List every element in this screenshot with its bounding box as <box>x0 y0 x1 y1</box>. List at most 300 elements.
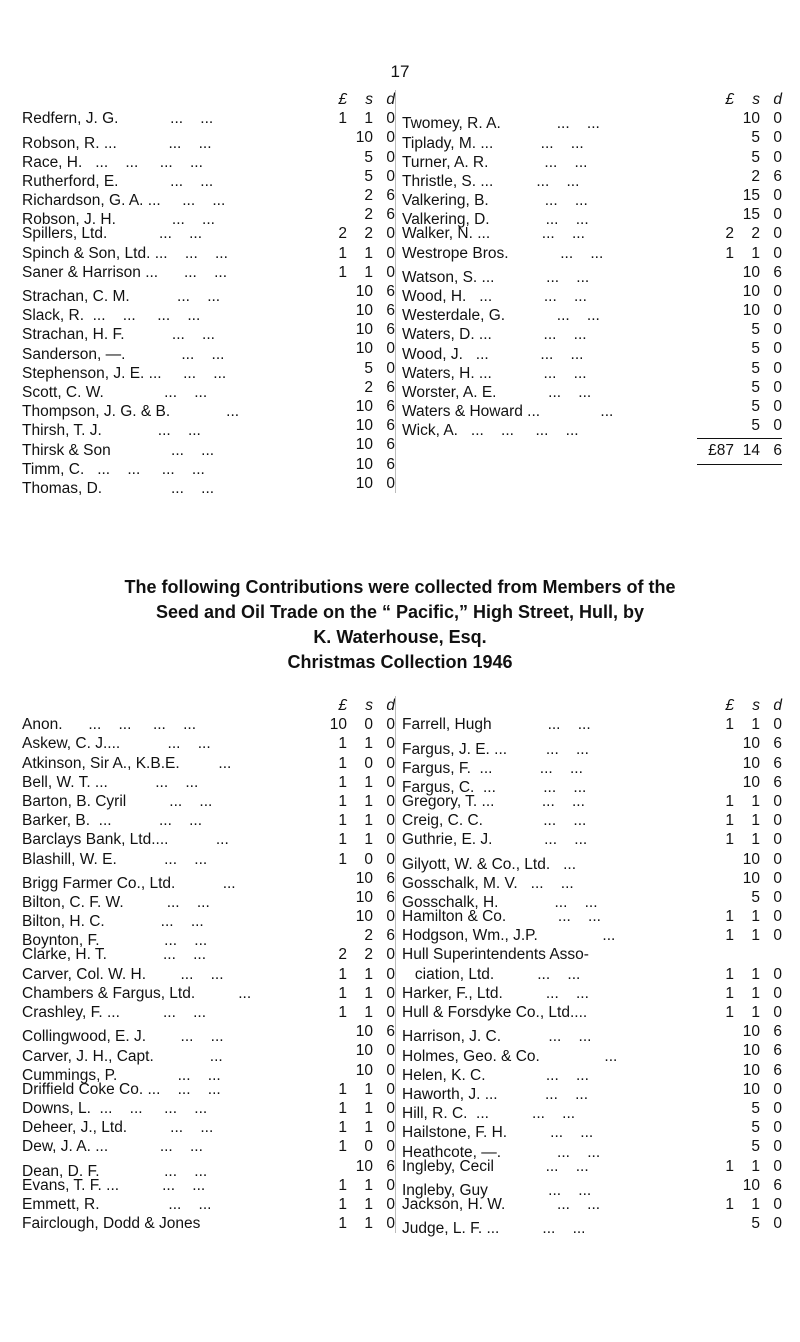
amount-pence: 0 <box>773 984 782 1002</box>
contributor-name: Turner, A. R. ... ... <box>402 153 588 171</box>
currency-header <box>402 696 782 715</box>
amount <box>319 1137 395 1156</box>
amount-pence: 0 <box>386 792 395 810</box>
section2-left-list <box>22 715 395 1233</box>
total-shillings: 14 <box>742 442 760 460</box>
contributor-name: Fargus, J. E. ... ... ... <box>402 740 589 758</box>
amount-pence: 0 <box>386 129 395 147</box>
amount-pence: 0 <box>773 378 782 396</box>
amount <box>706 773 782 792</box>
contribution-row <box>402 1022 782 1046</box>
amount-pounds <box>319 888 347 907</box>
contribution-row <box>22 811 395 830</box>
amount <box>319 301 395 320</box>
contributor-name: Fargus, F. ... ... ... <box>402 759 583 777</box>
amount-shillings: 10 <box>355 302 373 320</box>
amount <box>319 1176 395 1195</box>
contributor-name: Thomas, D. ... ... <box>22 479 215 497</box>
amount-pence: 0 <box>773 1004 782 1021</box>
amount <box>706 1080 782 1099</box>
amount-pounds <box>706 734 734 753</box>
amount-shillings: 1 <box>364 812 373 830</box>
contributor-name: Creig, C. C. ... ... <box>402 812 587 830</box>
total-rule-top <box>402 435 782 441</box>
contributor-name: Waters, D. ... ... ... <box>402 326 587 344</box>
amount-pounds <box>319 869 347 888</box>
amount-shillings: 1 <box>751 716 760 734</box>
amount-pounds <box>706 773 734 792</box>
amount <box>706 965 782 984</box>
amount-shillings: 10 <box>355 1061 373 1079</box>
amount-shillings: 10 <box>355 340 373 358</box>
amount-shillings: 10 <box>355 436 373 454</box>
amount-pence: 0 <box>386 1099 395 1117</box>
amount <box>706 128 782 147</box>
amount <box>319 109 395 128</box>
amount-pence: 0 <box>773 206 782 224</box>
contribution-row <box>22 1214 395 1233</box>
contributor-name: Downs, L. ... ... ... ... <box>22 1099 208 1117</box>
amount-shillings: 1 <box>364 1215 373 1233</box>
amount-pence: 6 <box>386 378 395 396</box>
amount <box>706 1061 782 1080</box>
amount-shillings: 5 <box>751 1138 760 1156</box>
amount-shillings: 10 <box>742 110 760 128</box>
contributor-name: Rutherford, E. ... ... <box>22 172 214 190</box>
contributor-name: ciation, Ltd. ... ... <box>402 965 581 983</box>
contributor-name: Spinch & Son, Ltd. ... ... ... <box>22 244 228 262</box>
contributor-name: Fargus, C. ... ... ... <box>402 778 587 796</box>
amount-pence: 0 <box>773 716 782 734</box>
amount-pounds <box>319 148 347 167</box>
pounds-header: £ <box>725 697 734 714</box>
amount-pounds: 1 <box>725 1195 734 1213</box>
amount-pence: 0 <box>773 812 782 830</box>
amount-pounds: 1 <box>338 984 347 1002</box>
amount-pounds <box>706 339 734 358</box>
contribution-row <box>22 109 395 128</box>
amount <box>319 984 395 1003</box>
amount-shillings: 1 <box>751 1004 760 1021</box>
amount-shillings: 2 <box>364 946 373 964</box>
contribution-row <box>402 1214 782 1238</box>
contributor-name: Hill, R. C. ... ... ... <box>402 1105 576 1123</box>
contributor-name: Gregory, T. ... ... ... <box>402 792 585 810</box>
contributor-name: Thristle, S. ... ... ... <box>402 172 580 190</box>
amount-pence: 0 <box>773 1195 782 1213</box>
contributor-name: Bilton, C. F. W. ... ... <box>22 894 210 912</box>
amount <box>706 1022 782 1041</box>
amount-shillings: 1 <box>364 1080 373 1098</box>
amount-pounds <box>706 416 734 435</box>
amount-pence: 0 <box>386 340 395 358</box>
contributor-name: Scott, C. W. ... ... <box>22 384 208 402</box>
contribution-row <box>22 128 395 152</box>
amount-pounds <box>319 416 347 435</box>
contributor-name: Clarke, H. T. ... ... <box>22 946 207 964</box>
amount-pence: 6 <box>386 398 395 415</box>
amount-pence: 6 <box>386 869 395 887</box>
amount-pounds <box>706 1080 734 1099</box>
amount-pounds <box>319 474 347 493</box>
amount-pence: 0 <box>773 908 782 926</box>
amount <box>319 167 395 186</box>
contribution-row <box>22 282 395 306</box>
amount <box>319 378 395 397</box>
amount <box>706 888 782 907</box>
amount <box>319 1157 395 1176</box>
amount <box>319 205 395 224</box>
section2-right-column <box>395 696 782 1238</box>
contribution-row <box>402 926 782 945</box>
amount-shillings: 1 <box>751 908 760 926</box>
section2-right-list <box>402 715 782 1238</box>
section2-columns <box>22 696 782 1238</box>
contributor-name: Helen, K. C. ... ... <box>402 1066 589 1084</box>
contribution-row <box>22 263 395 282</box>
amount-pence: 0 <box>773 1099 782 1117</box>
amount-pence: 0 <box>773 359 782 377</box>
shillings-header: s <box>752 91 760 108</box>
amount-pence: 0 <box>773 1138 782 1156</box>
amount-pounds <box>319 1022 347 1041</box>
amount <box>319 754 395 773</box>
amount-pounds <box>706 888 734 907</box>
amount-shillings: 2 <box>751 225 760 243</box>
amount-pounds: 1 <box>725 1157 734 1175</box>
amount <box>319 1080 395 1099</box>
amount-pence: 0 <box>773 148 782 166</box>
contributor-name: Bell, W. T. ... ... ... <box>22 773 199 791</box>
amount-pence: 6 <box>386 455 395 473</box>
contributor-name: Brigg Farmer Co., Ltd. ... <box>22 874 236 892</box>
amount <box>319 1118 395 1137</box>
amount-pounds <box>706 186 734 205</box>
amount-pence: 6 <box>386 888 395 906</box>
amount-pounds: 1 <box>338 263 347 281</box>
contributor-name: Robson, R. ... ... ... <box>22 134 212 152</box>
amount-pence: 0 <box>773 1215 782 1233</box>
section1-right-column <box>395 90 782 493</box>
contributor-name: Dew, J. A. ... ... ... <box>22 1138 203 1156</box>
total-pence: 6 <box>773 442 782 460</box>
contribution-row <box>22 965 395 984</box>
amount-pounds: 1 <box>338 1138 347 1156</box>
amount-shillings: 10 <box>355 474 373 492</box>
contribution-row <box>402 945 782 964</box>
amount-shillings: 10 <box>742 282 760 300</box>
amount <box>319 263 395 282</box>
amount <box>319 416 395 435</box>
amount-pounds <box>706 167 734 186</box>
contributor-name: Westrope Bros. ... ... <box>402 244 604 262</box>
amount <box>319 474 395 493</box>
amount-pence: 0 <box>773 417 782 435</box>
contribution-row <box>402 792 782 811</box>
contribution-row <box>402 263 782 286</box>
amount-pence: 6 <box>386 206 395 224</box>
amount-pounds: 1 <box>338 1215 347 1233</box>
amount-shillings: 2 <box>364 186 373 204</box>
amount-pence: 0 <box>386 263 395 281</box>
amount-pence: 0 <box>773 110 782 128</box>
amount-pence: 0 <box>386 1080 395 1098</box>
amount-pence: 6 <box>386 1023 395 1041</box>
amount-shillings: 10 <box>355 1157 373 1175</box>
amount-pounds <box>706 148 734 167</box>
amount <box>319 811 395 830</box>
contributor-name: Heathcote, —. ... ... <box>402 1143 601 1161</box>
amount-pence: 0 <box>386 1176 395 1194</box>
amount-pence: 0 <box>386 1042 395 1060</box>
amount-pounds <box>319 167 347 186</box>
contributor-name: Holmes, Geo. & Co. ... <box>402 1047 618 1065</box>
amount-shillings: 10 <box>355 455 373 473</box>
amount-shillings: 10 <box>742 1061 760 1079</box>
amount-pence: 0 <box>386 148 395 166</box>
contributor-name: Atkinson, Sir A., K.B.E. ... <box>22 754 232 772</box>
amount-pounds <box>706 1061 734 1080</box>
amount <box>319 244 395 263</box>
amount-pounds <box>706 1176 734 1195</box>
amount <box>319 320 395 339</box>
amount-shillings: 15 <box>742 206 760 224</box>
amount-pounds <box>319 1157 347 1176</box>
amount <box>319 888 395 907</box>
amount-pence: 0 <box>386 773 395 791</box>
amount <box>706 984 782 1003</box>
contributor-name: Gilyott, W. & Co., Ltd. ... <box>402 855 576 873</box>
contributor-name: Driffield Coke Co. ... ... ... <box>22 1080 221 1098</box>
amount-shillings: 5 <box>751 321 760 339</box>
amount-shillings: 1 <box>364 735 373 753</box>
amount-shillings: 10 <box>742 1176 760 1194</box>
amount-pence: 0 <box>386 244 395 262</box>
contribution-row <box>402 244 782 263</box>
amount-pounds <box>319 128 347 147</box>
amount-shillings: 10 <box>742 302 760 320</box>
amount-pence: 0 <box>773 850 782 868</box>
amount-pounds: 1 <box>338 1195 347 1213</box>
amount <box>706 109 782 128</box>
contributor-name: Valkering, D. ... ... <box>402 211 589 229</box>
amount <box>319 1061 395 1080</box>
amount-pounds: 1 <box>725 908 734 926</box>
amount-shillings: 5 <box>751 378 760 396</box>
contributor-name: Askew, C. J.... ... ... <box>22 735 211 753</box>
amount-pounds: 1 <box>338 812 347 830</box>
amount-shillings: 2 <box>364 927 373 945</box>
amount-shillings: 1 <box>364 1099 373 1117</box>
contribution-row <box>22 1195 395 1214</box>
contributor-name: Hailstone, F. H. ... ... <box>402 1124 594 1142</box>
amount <box>319 792 395 811</box>
amount-shillings: 5 <box>751 129 760 147</box>
contributor-name: Thirsk & Son ... ... <box>22 441 215 459</box>
contribution-row <box>402 224 782 243</box>
amount-shillings: 10 <box>742 869 760 887</box>
contribution-row <box>22 1118 395 1137</box>
amount <box>706 830 782 849</box>
contributor-name: Anon. ... ... ... ... <box>22 716 197 734</box>
amount <box>706 186 782 205</box>
amount <box>319 282 395 301</box>
amount-pounds: 1 <box>338 110 347 128</box>
amount-pence: 6 <box>386 436 395 454</box>
amount-shillings: 0 <box>364 850 373 868</box>
amount-pence: 0 <box>386 812 395 830</box>
amount <box>706 1195 782 1214</box>
amount-pence: 0 <box>386 946 395 964</box>
amount-shillings: 10 <box>355 282 373 300</box>
contributor-name: Robson, J. H. ... ... <box>22 211 215 229</box>
collection-heading <box>0 575 800 675</box>
contributor-name: Tiplady, M. ... ... ... <box>402 134 584 152</box>
amount-shillings: 0 <box>364 716 373 734</box>
amount-pence: 0 <box>773 869 782 887</box>
amount-pence: 0 <box>773 225 782 243</box>
amount-shillings: 1 <box>751 1195 760 1213</box>
amount-pence: 6 <box>773 1176 782 1194</box>
contribution-row <box>402 1176 782 1199</box>
amount-pounds: 1 <box>338 850 347 868</box>
contribution-row <box>402 965 782 984</box>
amount-pounds: 1 <box>338 754 347 772</box>
contributor-name: Farrell, Hugh ... ... <box>402 716 591 734</box>
amount <box>706 850 782 869</box>
pence-header: d <box>773 91 782 108</box>
amount-shillings: 1 <box>751 984 760 1002</box>
contributor-name: Hamilton & Co. ... ... <box>402 908 601 926</box>
amount <box>706 1157 782 1176</box>
pence-header: d <box>773 697 782 714</box>
amount <box>706 359 782 378</box>
contributor-name: Hull & Forsdyke Co., Ltd.... <box>402 1004 588 1021</box>
amount <box>706 167 782 186</box>
amount-pounds: 1 <box>338 1080 347 1098</box>
contribution-row <box>402 811 782 830</box>
amount-pence: 6 <box>773 263 782 281</box>
amount-pounds: 1 <box>338 1099 347 1117</box>
amount-pounds <box>706 378 734 397</box>
amount-pence: 6 <box>773 1023 782 1041</box>
amount-pounds: 1 <box>725 1004 734 1021</box>
amount-shillings: 5 <box>751 417 760 435</box>
contributor-name: Carver, Col. W. H. ... ... <box>22 965 224 983</box>
amount <box>319 1041 395 1060</box>
amount-pounds: 10 <box>329 716 347 734</box>
amount-pounds <box>319 397 347 416</box>
amount-pence: 6 <box>773 1061 782 1079</box>
amount <box>319 1003 395 1022</box>
amount-pounds: 2 <box>725 225 734 243</box>
amount <box>706 754 782 773</box>
amount-pounds <box>319 455 347 474</box>
amount-pounds <box>319 359 347 378</box>
amount-shillings: 1 <box>751 244 760 262</box>
amount-pence: 0 <box>773 244 782 262</box>
amount-pounds <box>319 282 347 301</box>
amount <box>319 850 395 869</box>
amount-shillings: 1 <box>364 831 373 849</box>
contributor-name: Stephenson, J. E. ... ... ... <box>22 364 227 382</box>
amount-pounds <box>706 850 734 869</box>
amount-pence: 0 <box>386 1119 395 1137</box>
amount <box>706 282 782 301</box>
amount <box>319 1022 395 1041</box>
amount-pence: 6 <box>386 186 395 204</box>
contributor-name: Worster, A. E. ... ... <box>402 384 592 402</box>
contributor-name: Thompson, J. G. & B. ... <box>22 403 240 421</box>
amount-shillings: 10 <box>355 1023 373 1041</box>
contribution-row <box>22 945 395 964</box>
contributor-name: Blashill, W. E. ... ... <box>22 850 208 868</box>
contributor-name: Barclays Bank, Ltd.... ... <box>22 831 229 849</box>
contributor-name: Saner & Harrison ... ... ... <box>22 263 228 281</box>
contributor-name: Timm, C. ... ... ... ... <box>22 460 205 478</box>
pounds-header: £ <box>338 697 347 714</box>
shillings-header: s <box>365 697 373 714</box>
amount-pounds <box>706 205 734 224</box>
amount <box>706 1137 782 1156</box>
contribution-row <box>22 792 395 811</box>
amount-pounds: 1 <box>725 927 734 945</box>
amount-pounds <box>706 1118 734 1137</box>
amount-shillings: 5 <box>751 398 760 415</box>
amount-pounds <box>706 359 734 378</box>
contributor-name: Watson, S. ... ... ... <box>402 268 590 286</box>
contribution-row <box>22 244 395 263</box>
contribution-row <box>22 1176 395 1195</box>
section1-left-list <box>22 109 395 497</box>
amount-pence: 6 <box>773 735 782 753</box>
contributor-name: Judge, L. F. ... ... ... <box>402 1220 586 1238</box>
amount-pounds <box>319 1061 347 1080</box>
amount <box>706 301 782 320</box>
amount-shillings: 1 <box>751 831 760 849</box>
amount-shillings: 10 <box>355 321 373 339</box>
amount <box>706 926 782 945</box>
amount-pounds: 1 <box>725 965 734 983</box>
amount-pounds <box>706 1214 734 1233</box>
amount-pence: 0 <box>773 831 782 849</box>
amount <box>319 926 395 945</box>
amount-pounds: 1 <box>338 1004 347 1021</box>
section1-right-list <box>402 109 782 440</box>
amount-pounds <box>706 1022 734 1041</box>
contribution-row <box>22 1137 395 1156</box>
amount-shillings: 10 <box>355 869 373 887</box>
amount <box>706 205 782 224</box>
amount-shillings: 10 <box>742 735 760 753</box>
amount <box>319 1099 395 1118</box>
amount-pence: 0 <box>386 225 395 243</box>
amount-shillings: 10 <box>355 398 373 415</box>
contributor-name: Race, H. ... ... ... ... <box>22 153 203 171</box>
amount-pence: 6 <box>773 167 782 185</box>
amount-pounds: 1 <box>338 1119 347 1137</box>
amount-pence: 0 <box>386 1138 395 1156</box>
amount-pounds: 1 <box>725 792 734 810</box>
amount-pounds: 1 <box>725 984 734 1002</box>
amount-shillings: 1 <box>364 110 373 128</box>
section1-total <box>402 441 782 460</box>
heading-line-3: K. Waterhouse, Esq. <box>313 627 487 647</box>
amount <box>706 416 782 435</box>
amount <box>706 148 782 167</box>
amount-pounds <box>706 397 734 416</box>
amount <box>319 830 395 849</box>
